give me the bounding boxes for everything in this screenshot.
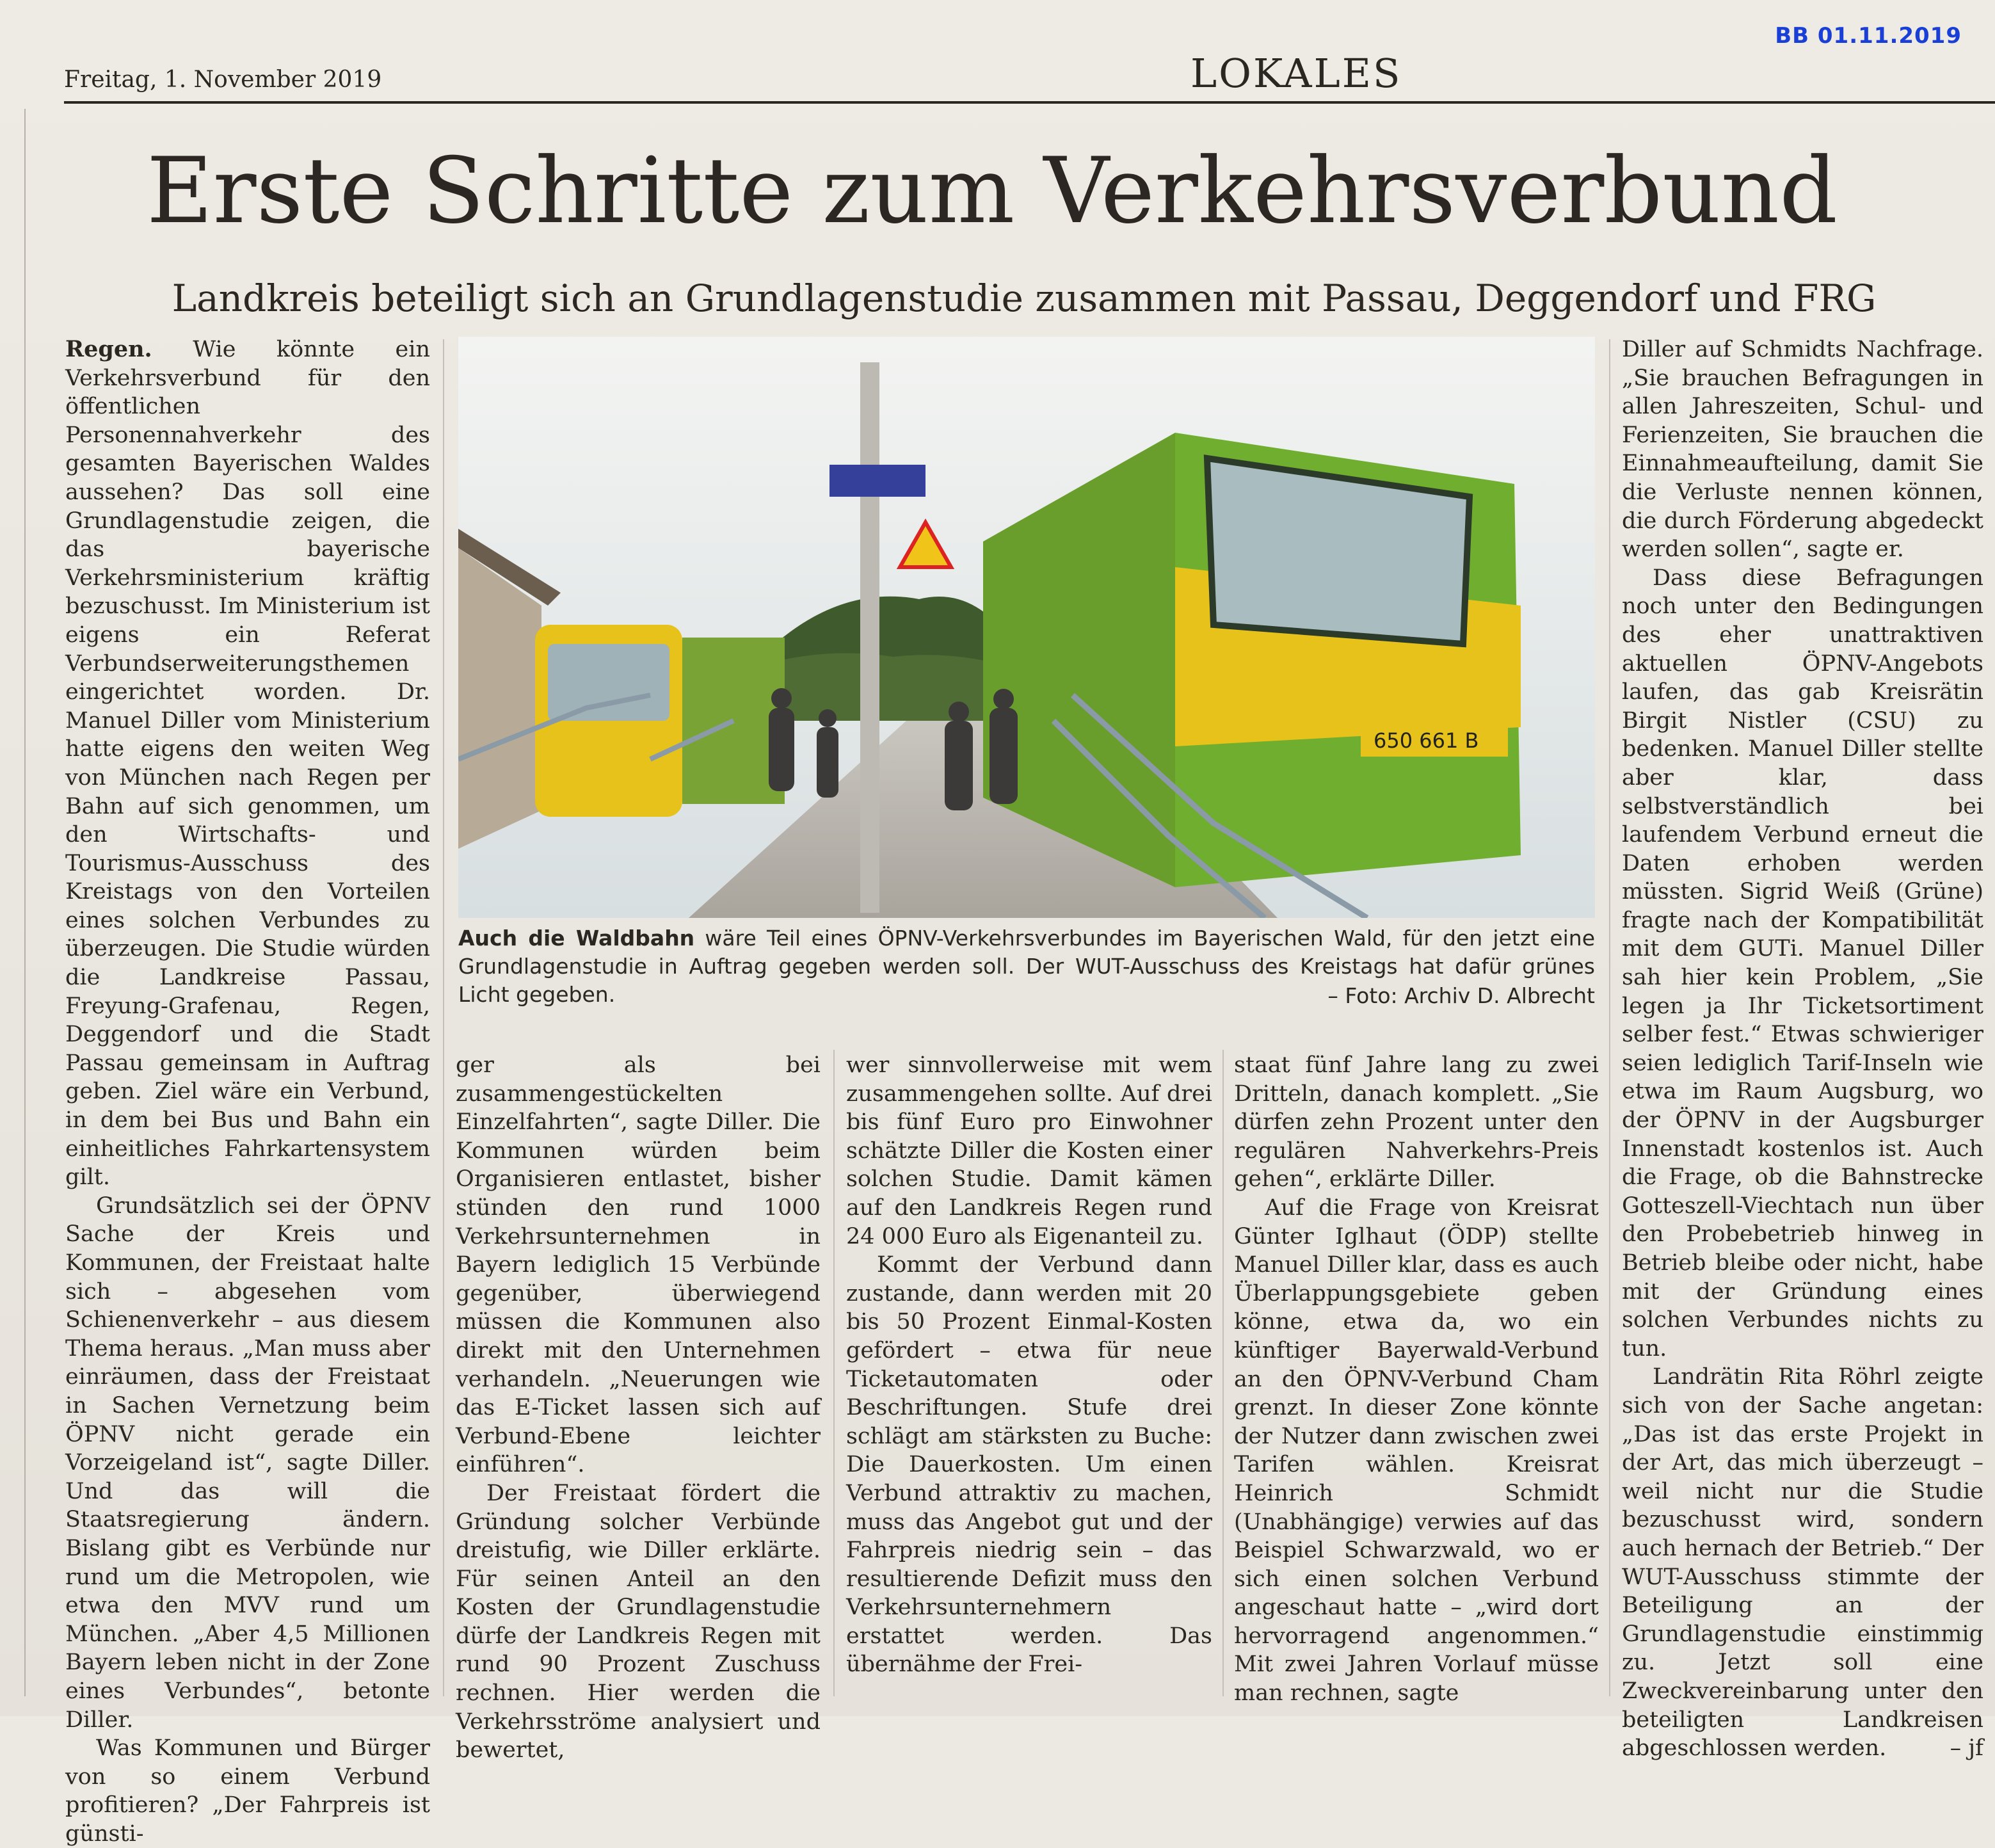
paragraph: Kommt der Verbund dann zustande, dann werden mit 20 bis 50 Prozent Einmal-Kosten gefördert – etwa für neue Ticketautomaten oder Beschriftungen. Stufe drei schlägt am stärksten zu Buche: Die Dauerkosten. Um einen Verbund attraktiv zu machen, muss das Angebot gut und der Fahrpreis niedrig sein – das resultierende Defizit muss den Verkehrsunternehmern erstattet werden. Das übernähme der Frei- xyxy=(846,1252,1212,1678)
paragraph: Der Freistaat fördert die Gründung solcher Verbünde dreistufig, wie Diller erklärte. Für seinen Anteil an den Kosten der Grundlagenstudie dürfe der Landkreis Regen mit rund 90 Prozent Zuschuss rechnen. Hier werden die Verkehrsströme analysiert und bewertet, xyxy=(456,1480,821,1764)
subheadline: Landkreis beteiligt sich an Grundlagenstudie zusammen mit Passau, Deggendorf und FRG xyxy=(172,277,1877,320)
paragraph: staat fünf Jahre lang zu zwei Dritteln, danach komplett. „Sie dürfen zehn Prozent unter den regulären Nahverkehrs-Preis gehen“, erklärte Diller. xyxy=(1234,1052,1599,1193)
article-column-2 xyxy=(456,1051,821,1765)
paragraph-text: Landrätin Rita Röhrl zeigte sich von der Sache angetan: „Das ist das erste Projekt in der Art, das mich überzeugt – weil nicht nur die Studie bezuschusst wird, sondern auch hernach der Betrieb.“ Der WUT-Ausschuss stimmte der Beteiligung an der Grundlagenstudie einstimmig zu. Jetzt soll eine Zweckvereinbarung unter den beteiligten Landkreisen abgeschlossen werden. xyxy=(1622,1364,1983,1762)
paragraph xyxy=(65,335,430,1192)
article-column-4 xyxy=(1234,1051,1599,1708)
caption-text: wäre Teil eines ÖPNV-Verkehrsverbundes im Bayerischen Wald, für den jetzt eine Grundlagenstudie in Auftrag gegeben werden soll. Der WUT-Ausschuss des Kreistags hat dafür grünes Licht gegeben. xyxy=(458,926,1596,1007)
dateline: Regen. xyxy=(65,336,152,362)
header-rule xyxy=(64,101,1995,104)
article-column-1 xyxy=(65,335,430,1848)
column-rule xyxy=(1609,339,1610,1696)
article-column-5 xyxy=(1622,335,1983,1763)
caption-lead: Auch die Waldbahn xyxy=(458,926,695,951)
paragraph: wer sinnvollerweise mit wem zusammengehen sollte. Auf drei bis fünf Euro pro Einwohner schätzte Diller die Kosten einer solchen Studie. Damit kämen auf den Landkreis Regen rund 24 000 Euro als Eigenanteil zu. xyxy=(846,1052,1212,1249)
paragraph: Was Kommunen und Bürger von so einem Verbund profitieren? „Der Fahrpreis ist günsti- xyxy=(65,1735,430,1847)
paragraph: Diller auf Schmidts Nachfrage. „Sie brauchen Befragungen in allen Jahreszeiten, Schul- und Ferienzeiten, Sie brauchen die Einnahmeaufteilung, damit Sie die Verluste nennen können, die durch Förderung abgedeckt werden sollen“, sagte er. xyxy=(1622,337,1983,563)
paragraph: Dass diese Befragungen noch unter den Bedingungen des eher unattraktiven aktuellen ÖPNV-Angebots laufen, das gab Kreisrätin Birgit Nistler (CSU) zu bedenken. Manuel Diller stellte aber klar, dass selbstverständlich bei laufendem Verbund erneut die Daten erhoben werden müssten. Sigrid Weiß (Grüne) fragte nach der Kompatibilität mit dem GUTi. Manuel Diller sah hier kein Problem, „Sie legen ja Ihr Ticketsortiment selber fest.“ Etwas schwieriger seien lediglich Tarif-Inseln wie etwa im Raum Augsburg, wo der ÖPNV in der Augsburger Innenstadt kostenlos ist. Auch die Frage, ob die Bahnstrecke Gotteszell-Viechtach nun über den Probebetrieb hinweg in Betrieb bleibe oder nicht, habe mit der Gründung eines solchen Verbundes nichts zu tun. xyxy=(1622,565,1983,1362)
photo-credit: – Foto: Archiv D. Albrecht xyxy=(1327,983,1595,1008)
article-column-3 xyxy=(846,1051,1212,1679)
archive-stamp: BB 01.11.2019 xyxy=(1775,23,1962,49)
train-number: 650 661 B xyxy=(1374,728,1479,753)
paragraph xyxy=(1622,1363,1983,1762)
page-edge-rule xyxy=(24,109,26,1696)
headline: Erste Schritte zum Verkehrsverbund xyxy=(146,138,1838,244)
column-rule xyxy=(1222,1050,1224,1696)
author-signature: – jf xyxy=(1950,1735,1983,1762)
paragraph-text: Wie könnte ein Verkehrsverbund für den öffentlichen Personennahverkehr des gesamten Bayerischen Waldes aussehen? Das soll eine Grundlagenstudie zeigen, die das bayerische Verkehrsministerium kräftig bezuschusst. Im Ministerium ist eigens ein Referat Verbundserweiterungsthemen eingerichtet worden. Dr. Manuel Diller vom Ministerium hatte eigens den weiten Weg von München nach Regen per Bahn auf sich genommen, um den Wirtschafts- und Tourismus-Ausschuss des Kreistags von den Vorteilen eines solchen Verbundes zu überzeugen. Die Studie würden die Landkreise Passau, Freyung-Grafenau, Regen, Deggendorf und die Stadt Passau gemeinsam in Auftrag geben. Ziel wäre ein Verbund, in dem bei Bus und Bahn ein einheitliches Fahrkartensystem gilt. xyxy=(65,337,430,1191)
paragraph: Grundsätzlich sei der ÖPNV Sache der Kreis und Kommunen, der Freistaat halte sich – abgesehen vom Schienenverkehr – aus diesem Thema heraus. „Man muss aber einräumen, dass der Freistaat in Sachen Vernetzung beim ÖPNV nicht gerade ein Vorzeigeland ist“, sagte Diller. Und das will die Staatsregierung ändern. Bislang gibt es Verbünde nur rund um die Metropolen, wie etwa den MVV rund um München. „Aber 4,5 Millionen Bayern leben nicht in der Zone eines Verbundes“, betonte Diller. xyxy=(65,1193,430,1733)
column-rule xyxy=(443,339,444,1696)
signal-pole xyxy=(860,362,879,913)
paragraph: ger als bei zusammengestückelten Einzelfahrten“, sagte Diller. Die Kommunen würden beim Organisieren entlastet, bisher stünden den rund 1000 Verkehrsunternehmen in Bayern lediglich 15 Verbünde gegenüber, überwiegend müssen die Kommunen also direkt mit den Unternehmen verhandeln. „Neuerungen wie das E-Ticket lassen sich auf Verbund-Ebene leichter einführen“. xyxy=(456,1052,821,1478)
issue-date: Freitag, 1. November 2019 xyxy=(64,67,382,93)
train-station-illustration xyxy=(458,337,1595,918)
column-rule xyxy=(833,1050,835,1696)
section-title: LOKALES xyxy=(1190,50,1402,97)
paragraph: Auf die Frage von Kreisrat Günter Iglhaut (ÖDP) stellte Manuel Diller klar, dass es auch Überlappungsgebiete geben könne, etwa da, wo ein künftiger Bayerwald-Verbund an den ÖPNV-Verbund Cham grenzt. In dieser Zone könnte der Nutzer dann zwischen zwei Tarifen wählen. Kreisrat Heinrich Schmidt (Unabhängige) verwies auf das Beispiel Schwarzwald, wo er sich einen solchen Verbund angeschaut hatte – „wird dort hervorragend angenommen.“ Mit zwei Jahren Vorlauf müsse man rechnen, sagte xyxy=(1234,1194,1599,1707)
news-photo xyxy=(458,337,1595,918)
